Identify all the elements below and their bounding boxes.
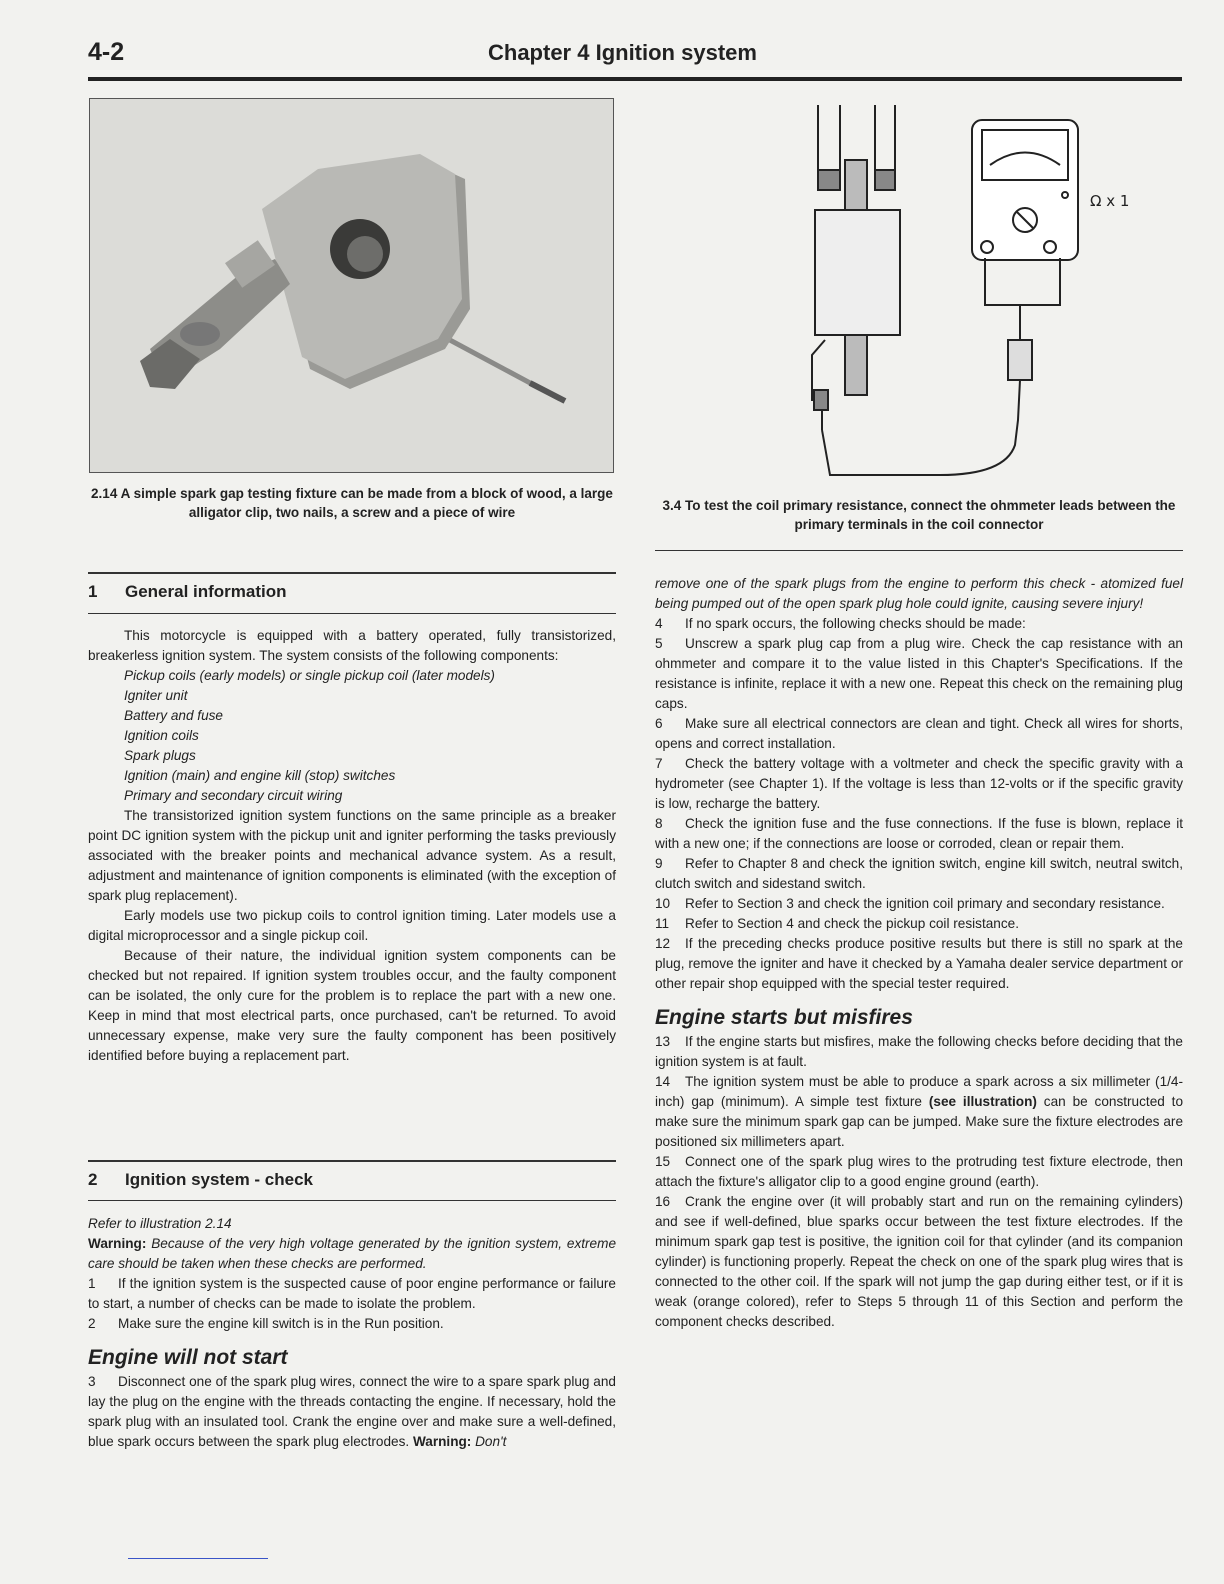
- step-5: [655, 634, 1183, 714]
- section-2-bottom-rule: [88, 1200, 616, 1201]
- step-number: 4: [655, 616, 663, 631]
- section-1-heading: [88, 582, 287, 602]
- illustration-link-text: (see illustration): [928, 1094, 1037, 1109]
- step-9: [655, 854, 1183, 894]
- step-13: [655, 1032, 1183, 1072]
- section-1-title: General information: [125, 582, 287, 601]
- step-number: 3: [88, 1374, 96, 1389]
- paragraph: Because of their nature, the individual ignition system components can be checked but not repaired. If ignition system troubles occur, and the faulty component can be isolated, the only cure for the problem is to replace the part with a new one. Keep in mind that most electrical parts, once purchased, can't be returned. To avoid unnecessary expense, make very sure the faulty component has been positively identified before buying a replacement part.: [88, 948, 616, 1063]
- meter-scale-label: Ω x 1: [1090, 192, 1130, 210]
- component-item: Battery and fuse: [124, 708, 223, 723]
- step-number: 10: [655, 896, 671, 911]
- step-4: [655, 614, 1183, 634]
- step-number: 5: [655, 636, 663, 651]
- step-2: [88, 1314, 616, 1334]
- page-number: 4-2: [88, 38, 125, 66]
- step-7: [655, 754, 1183, 814]
- step-6: [655, 714, 1183, 754]
- step-number: 2: [88, 1316, 96, 1331]
- section-2-body-left: [88, 1214, 616, 1452]
- step-text: If the ignition system is the suspected cause of poor engine performance or failure to start, a number of checks can be made to isolate the problem.: [88, 1276, 616, 1311]
- section-2-number: 2: [88, 1170, 98, 1189]
- step-text: Unscrew a spark plug cap from a plug wire. Check the cap resistance with an ohmmeter and compare it to the value listed in this Chapter's Specifications. If the resistance is infinite, replace it with a new one. Repeat this check on the remaining plug caps.: [655, 636, 1183, 711]
- paragraph: The transistorized ignition system functions on the same principle as a breaker point DC ignition system with the pickup unit and igniter performing the tasks previously associated with the breaker points and mechanical advance system. As a result, adjustment and maintenance of ignition components is eliminated (with the exception of spark plug replacement).: [88, 808, 616, 903]
- section-1-top-rule: [88, 572, 616, 574]
- step-text: can be constructed to make sure the minimum spark gap can be jumped. Make sure the fixture electrodes are positioned six millimeters apart.: [655, 1094, 1184, 1149]
- figure-2-14-caption: 2.14 A simple spark gap testing fixture can be made from a block of wood, a large alligator clip, two nails, a screw and a piece of wire: [91, 486, 613, 520]
- spark-gap-fixture-illustration: [90, 99, 614, 473]
- step-number: 11: [655, 916, 670, 931]
- warning-continued: remove one of the spark plugs from the engine to perform this check - atomized fuel being pumped out of the open spark plug hole could ignite, causing severe injury!: [655, 576, 1183, 611]
- step-11: [655, 914, 1183, 934]
- warning-text: Because of the very high voltage generated by the ignition system, extreme care should be taken when these checks are performed.: [88, 1236, 617, 1271]
- step-16: [655, 1192, 1183, 1332]
- spark-gap-fixture-photo: [89, 98, 614, 473]
- step-number: 12: [655, 936, 671, 951]
- component-item: Pickup coils (early models) or single pickup coil (later models): [124, 668, 495, 683]
- step-12: [655, 934, 1183, 994]
- step-text: Disconnect one of the spark plug wires, connect the wire to a spare spark plug and lay the plug on the engine with the threads contacting the engine. If necessary, hold the spark plug with an insulated tool. Crank the engine over and make sure a well-defined, blue spark occurs between the spark plug electrodes.: [88, 1374, 616, 1449]
- step-text: Make sure all electrical connectors are clean and tight. Check all wires for shorts, opens and correct installation.: [655, 716, 1183, 751]
- paragraph: Early models use two pickup coils to control ignition timing. Later models use a digital microprocessor and a single pickup coil.: [88, 908, 616, 943]
- step-number: 14: [655, 1074, 671, 1089]
- coil-resistance-diagram: [790, 100, 1150, 480]
- step-10: [655, 894, 1183, 914]
- component-item: Igniter unit: [124, 688, 188, 703]
- component-item: Primary and secondary circuit wiring: [124, 788, 343, 803]
- component-item: Ignition (main) and engine kill (stop) switches: [124, 768, 396, 783]
- figure-3-4-caption: 3.4 To test the coil primary resistance, connect the ohmmeter leads between the primary terminals in the coil connector: [662, 498, 1176, 532]
- step-number: 6: [655, 716, 663, 731]
- section-2-heading: [88, 1170, 313, 1190]
- step-number: 13: [655, 1034, 671, 1049]
- step-text: Crank the engine over (it will probably start and run on the remaining cylinders) and see if well-defined, blue sparks occur between the test fixture electrodes. If the minimum spark gap test is positive, the ignition coil for that cylinder (and its companion cylinder) is functioning properly. Repeat the check on one of the spark plug wires that is connected to the other coil. If the spark will not jump the gap during either test, or if it is weak (orange colored), refer to Steps 5 through 11 of this Section and perform the component checks described.: [655, 1194, 1183, 1329]
- step-text: Check the battery voltage with a voltmeter and check the specific gravity with a hydrometer (see Chapter 1). If the voltage is less than 12-volts or if the specific gravity is low, recharge the battery.: [655, 756, 1183, 811]
- step-number: 7: [655, 756, 663, 771]
- warning-text: Don't: [475, 1434, 507, 1449]
- step-number: 9: [655, 856, 663, 871]
- footer-line: [128, 1558, 268, 1559]
- step-8: [655, 814, 1183, 854]
- step-text: Refer to Section 3 and check the ignition coil primary and secondary resistance.: [685, 896, 1165, 911]
- right-column-rule: [655, 550, 1183, 551]
- step-text: Check the ignition fuse and the fuse connections. If the fuse is blown, replace it with a new one; if the connections are loose or corroded, clean or repair them.: [655, 816, 1183, 851]
- subheading-engine-will-not-start: Engine will not start: [88, 1346, 288, 1369]
- section-1-bottom-rule: [88, 613, 616, 614]
- intro-paragraph: This motorcycle is equipped with a battery operated, fully transistorized, breakerless ignition system. The system consists of the following components:: [88, 628, 616, 663]
- step-text: Make sure the engine kill switch is in the Run position.: [118, 1316, 444, 1331]
- step-text: If the engine starts but misfires, make the following checks before deciding that the ignition system is at fault.: [655, 1034, 1183, 1069]
- step-number: 16: [655, 1194, 671, 1209]
- step-number: 15: [655, 1154, 671, 1169]
- component-item: Ignition coils: [124, 728, 199, 743]
- step-1: [88, 1274, 616, 1314]
- step-number: 1: [88, 1276, 96, 1291]
- step-text: The ignition system must be able to produce a spark across a six millimeter (1/4-inch) gap (minimum). A simple test fixture: [655, 1074, 1183, 1109]
- step-text: Connect one of the spark plug wires to the protruding test fixture electrode, then attach the fixture's alligator clip to a good engine ground (earth).: [655, 1154, 1183, 1189]
- step-text: If the preceding checks produce positive results but there is still no spark at the plug, remove the igniter and have it checked by a Yamaha dealer service department or other repair shop equipped with the special tester required.: [655, 936, 1183, 991]
- step-text: If no spark occurs, the following checks should be made:: [685, 616, 1026, 631]
- section-2-title: Ignition system - check: [125, 1170, 313, 1189]
- component-item: Spark plugs: [124, 748, 196, 763]
- section-1-number: 1: [88, 582, 98, 601]
- step-3: [88, 1372, 616, 1452]
- step-text: Refer to Section 4 and check the pickup coil resistance.: [685, 916, 1019, 931]
- step-14: [655, 1072, 1183, 1152]
- illustration-reference: Refer to illustration 2.14: [88, 1216, 232, 1231]
- chapter-title: Chapter 4 Ignition system: [488, 40, 757, 65]
- section-1-body: [88, 626, 616, 1066]
- warning-label: Warning:: [88, 1236, 147, 1251]
- warning-paragraph: [88, 1234, 616, 1274]
- warning-label: Warning:: [412, 1434, 472, 1449]
- step-number: 8: [655, 816, 663, 831]
- step-15: [655, 1152, 1183, 1192]
- section-2-top-rule: [88, 1160, 616, 1162]
- ohmmeter-coil-diagram: [790, 100, 1150, 480]
- step-text: Refer to Chapter 8 and check the ignition switch, engine kill switch, neutral switch, clutch switch and sidestand switch.: [655, 856, 1183, 891]
- section-2-body-right: [655, 574, 1183, 1332]
- subheading-engine-starts-but-misfires: Engine starts but misfires: [655, 1006, 913, 1029]
- header-rule: [88, 77, 1182, 81]
